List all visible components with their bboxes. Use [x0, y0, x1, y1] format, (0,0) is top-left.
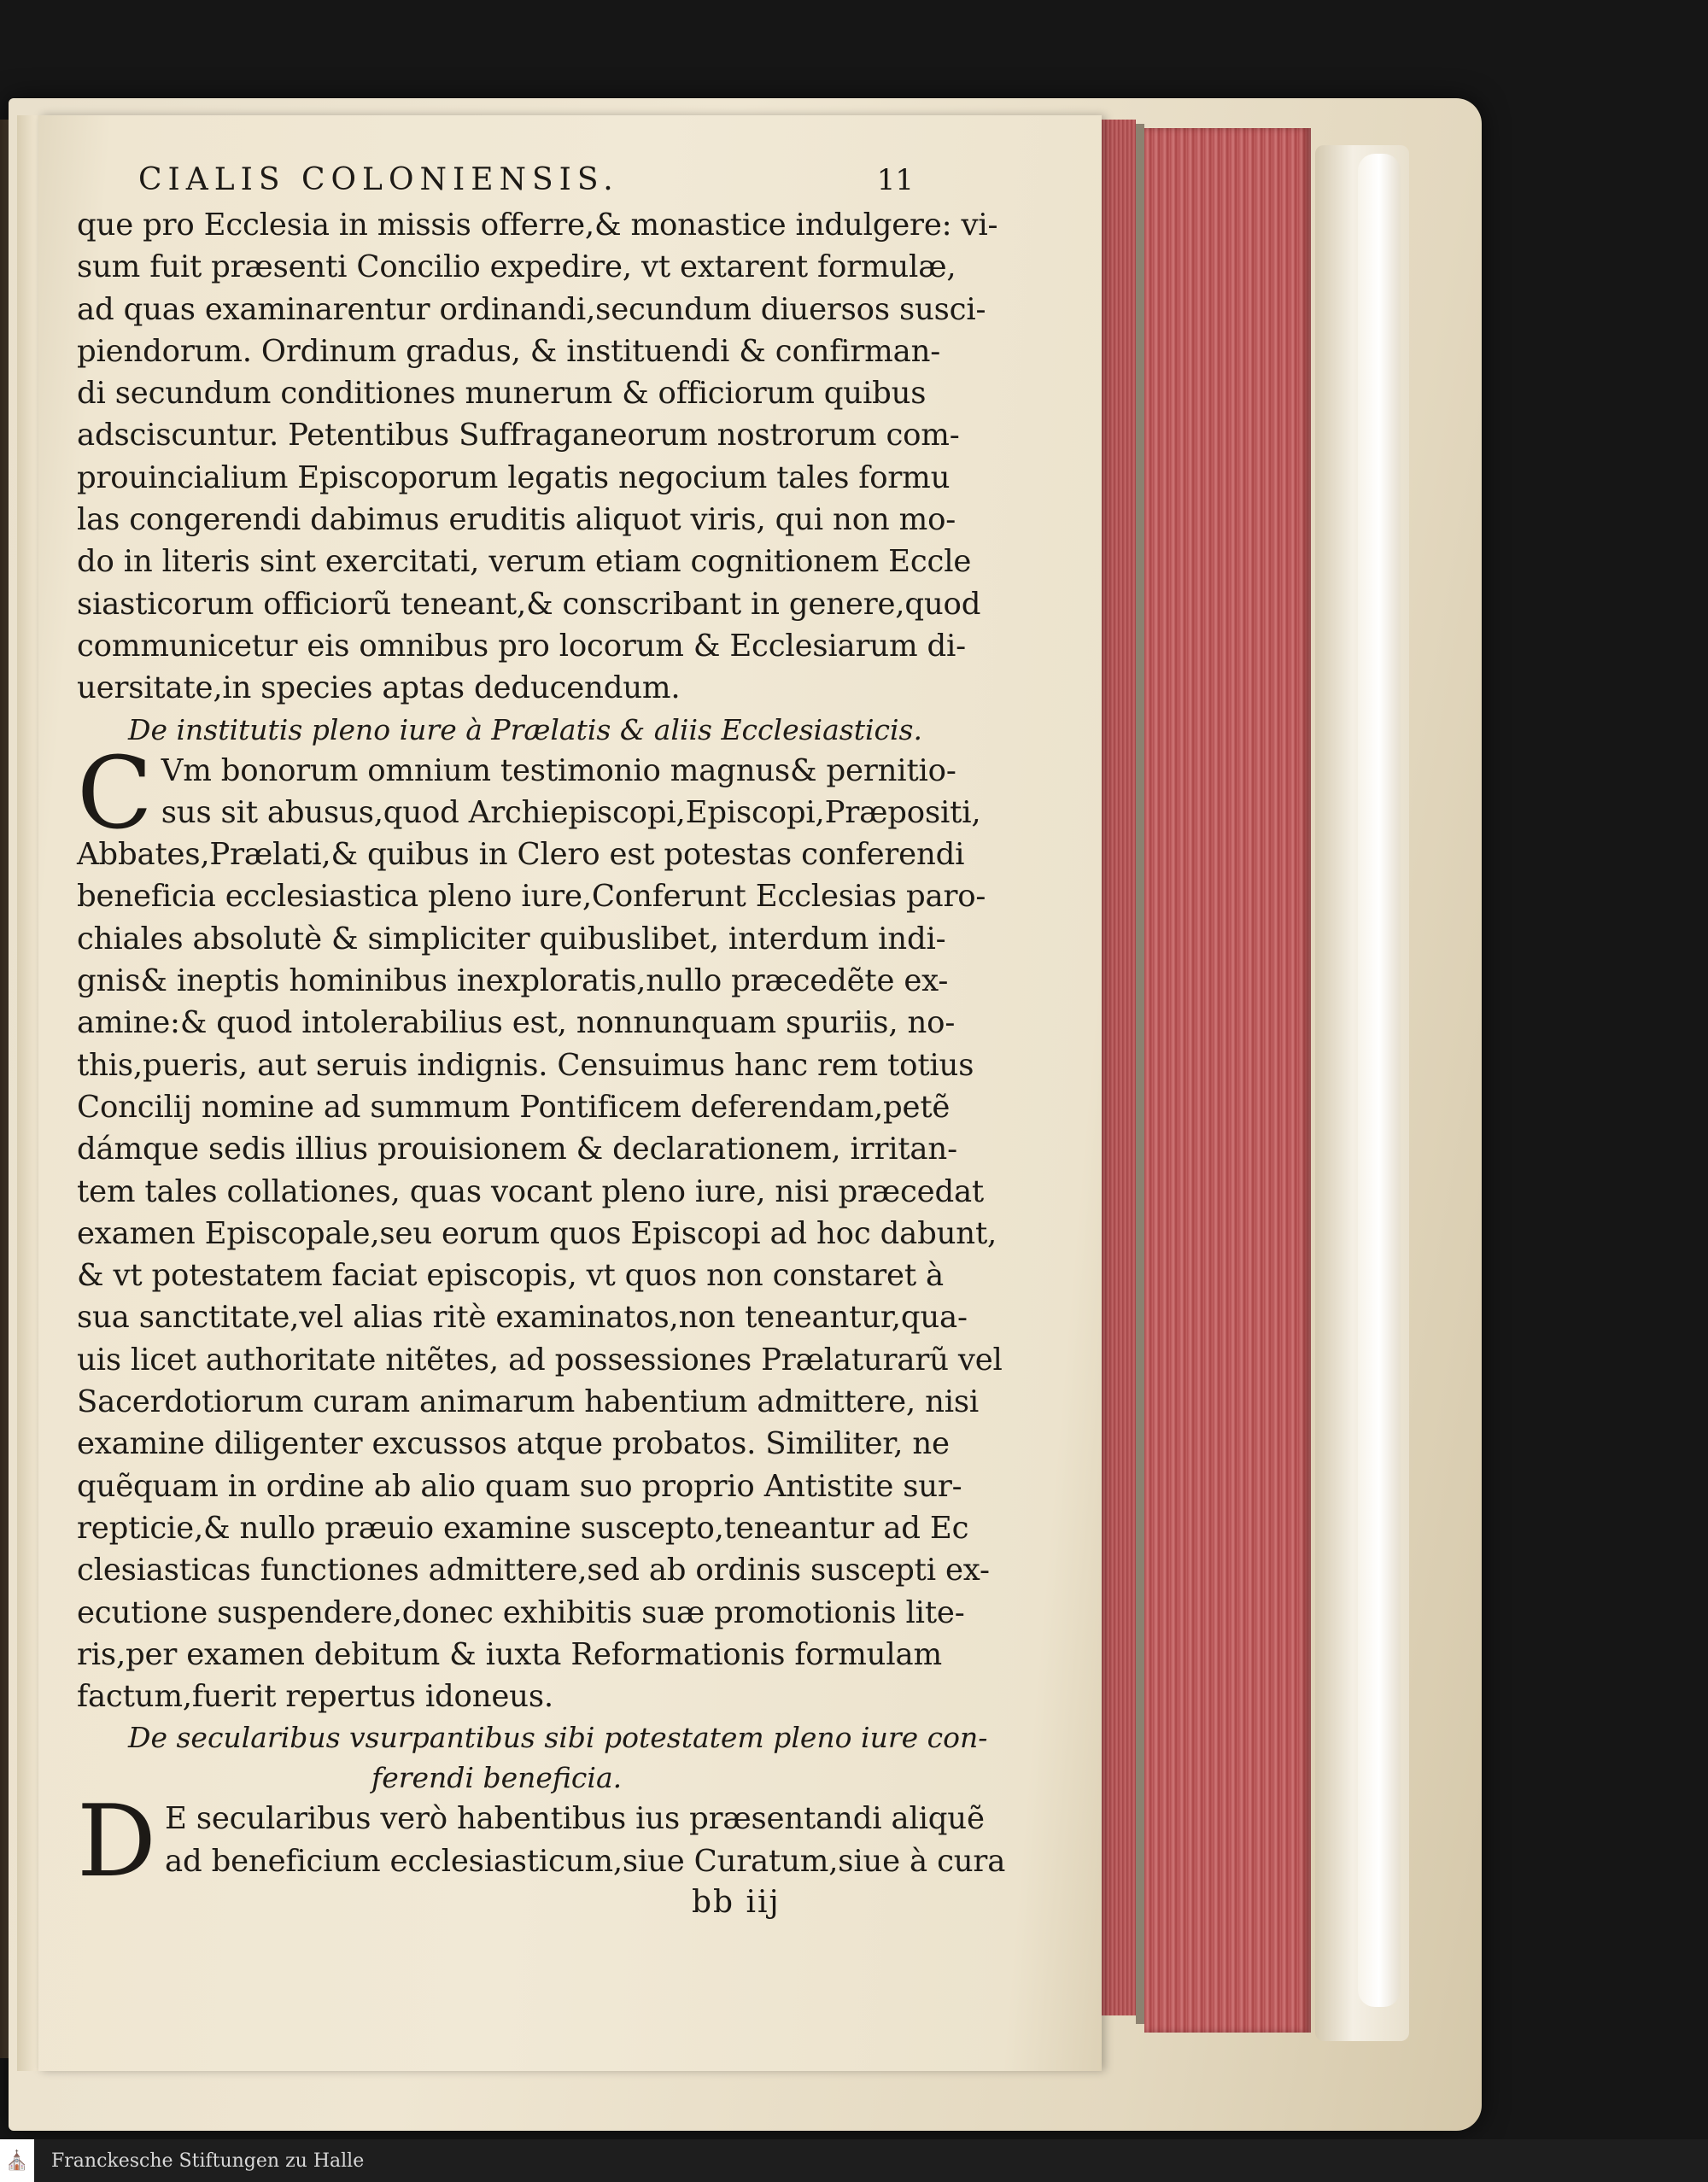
text-line: factum,fuerit repertus idoneus. [77, 1679, 553, 1715]
francke-foundation-logo-icon: ⛪ [0, 2139, 34, 2182]
text-line: prouincialium Episcoporum legatis negocium tales formu [77, 459, 951, 495]
text-line: Sacerdotiorum curam animarum habentium admittere, nisi [77, 1384, 980, 1420]
text-line: examine diligenter excussos atque probatos. Similiter, ne [77, 1426, 950, 1462]
text-line: Vm bonorum omnium testimonio magnus& pernitio- [161, 752, 956, 788]
text-line: Concilij nomine ad summum Pontificem deferendam,petẽ [77, 1089, 951, 1125]
text-line: Abbates,Prælati,& quibus in Clero est potestas conferendi [77, 837, 965, 873]
signature-mark: bb iij [692, 1884, 781, 1920]
drop-cap: D [77, 1784, 157, 1900]
text-line: ad beneficium ecclesiasticum,siue Curatum,siue à cura [165, 1843, 1006, 1879]
text-line: beneficia ecclesiastica pleno iure,Conferunt Ecclesias paro- [77, 879, 986, 915]
text-line: piendorum. Ordinum gradus, & instituendi & confirman- [77, 333, 941, 369]
running-head-title: CIALIS COLONIENSIS. [138, 162, 619, 197]
page-text [77, 162, 1006, 1923]
text-line: uis licet authoritate nitẽtes, ad possessiones Prælaturarũ vel [77, 1342, 1003, 1378]
text-line: ris,per examen debitum & iuxta Reformationis formulam [77, 1636, 942, 1672]
footer-credit: Franckesche Stiftungen zu Halle [51, 2150, 365, 2172]
text-line: sua sanctitate,vel alias ritè examinatos,non teneantur,qua- [77, 1300, 968, 1336]
text-line: gnis& ineptis hominibus inexploratis,nullo præcedẽte ex- [77, 963, 949, 999]
text-line: ecutione suspendere,donec exhibitis suæ promotionis lite- [77, 1594, 965, 1630]
section-heading: De institutis pleno iure à Prælatis & aliis Ecclesiasticis. [128, 712, 922, 746]
text-line: las congerendi dabimus eruditis aliquot viris, qui non mo- [77, 502, 956, 538]
text-line: quẽquam in ordine ab alio quam suo proprio Antistite sur- [77, 1468, 962, 1504]
paragraph-3 [77, 1784, 1006, 1900]
text-line: di secundum conditiones munerum & officiorum quibus [77, 376, 927, 412]
text-line: communicetur eis omnibus pro locorum & Ecclesiarum di- [77, 628, 966, 664]
text-line: E secularibus verò habentibus ius præsentandi aliquẽ [165, 1801, 985, 1837]
text-line: examen Episcopale,seu eorum quos Episcopi ad hoc dabunt, [77, 1215, 997, 1251]
drop-cap: C [77, 735, 153, 851]
text-line: repticie,& nullo præuio examine suscepto,teneantur ad Ec [77, 1510, 969, 1546]
text-line: chiales absolutè & simpliciter quibuslibet, interdum indi- [77, 921, 946, 956]
text-line: siasticorum officiorũ teneant,& conscribant in genere,quod [77, 586, 981, 622]
vellum-flap-fold [1358, 154, 1401, 2007]
paragraph-2 [77, 735, 1003, 1718]
text-line: clesiasticas functiones admittere,sed ab ordinis suscepti ex- [77, 1553, 990, 1588]
running-head [77, 162, 914, 197]
text-line: amine:& quod intolerabilius est, nonnunquam spuriis, no- [77, 1005, 956, 1041]
text-line: ad quas examinarentur ordinandi,secundum diuersos susci- [77, 291, 986, 327]
section-heading: De secularibus vsurpantibus sibi potestatem pleno iure con- [128, 1721, 988, 1755]
section-heading-continued: ferendi beneficia. [371, 1761, 623, 1795]
text-line: que pro Ecclesia in missis offerre,& monastice indulgere: vi- [77, 208, 998, 243]
text-line: this,pueris, aut seruis indignis. Censuimus hanc rem totius [77, 1047, 974, 1083]
text-line: sus sit abusus,quod Archiepiscopi,Episcopi,Præpositi, [161, 794, 981, 830]
paragraph-1 [77, 204, 998, 710]
page-number: 11 [876, 163, 914, 197]
red-page-edges-outer [1144, 128, 1311, 2033]
text-line: dámque sedis illius prouisionem & declarationem, irritan- [77, 1132, 957, 1167]
text-line: sum fuit præsenti Concilio expedire, vt extarent formulæ, [77, 249, 956, 285]
text-line: tem tales collationes, quas vocant pleno iure, nisi præcedat [77, 1173, 984, 1209]
text-line: adsciscuntur. Petentibus Suffraganeorum nostrorum com- [77, 418, 960, 453]
text-line: uersitate,in species aptas deducendum. [77, 670, 681, 706]
text-line: do in literis sint exercitati, verum etiam cognitionem Eccle [77, 544, 972, 580]
footer-bar [0, 2139, 1708, 2182]
page-edges-gap [1136, 124, 1144, 2024]
text-line: & vt potestatem faciat episcopis, vt quos non constaret à [77, 1258, 944, 1294]
